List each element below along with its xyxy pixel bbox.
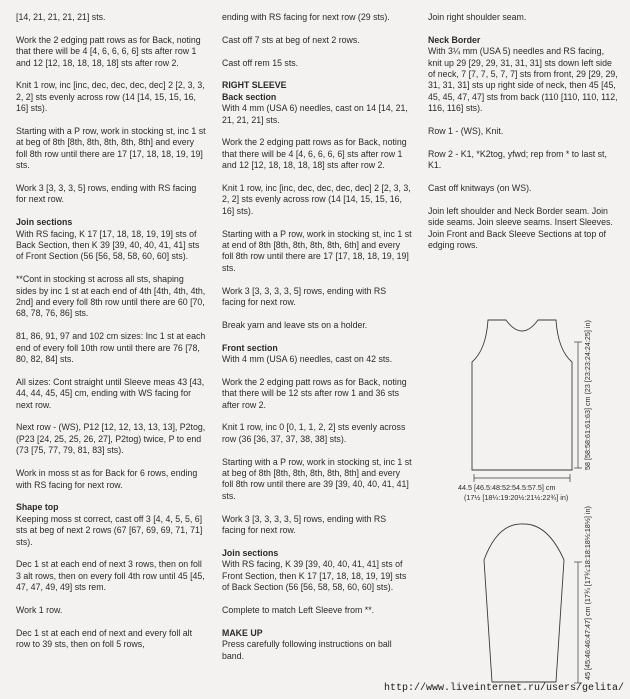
paragraph-text: With RS facing, K 17 [17, 18, 18, 19, 19] sts of Back Section, then K 39 [39, 40, 40, 41, 41] sts of Front Section (56 [56, 58, 58, 60, 60] sts). xyxy=(16,228,200,262)
paragraph-text: Dec 1 st at each end of next 3 rows, then on foll 3 alt rows, then on every foll 4th row until 45 [45, 47, 47, 49, 49] sts rem. xyxy=(16,559,205,593)
paragraph-text: With 4 mm (USA 6) needles, cast on 42 sts. xyxy=(222,354,393,365)
paragraph xyxy=(16,35,206,69)
paragraph xyxy=(16,628,206,651)
paragraph-text: Press carefully following instructions on ball band. xyxy=(222,639,392,661)
paragraph xyxy=(222,605,412,616)
paragraph-text: Starting with a P row, work in stocking st, inc 1 st at beg of 8th [8th, 8th, 8th, 8th, 8th] and every foll 8th row until there are 17 [17, 18, 18, 19, 19] sts. xyxy=(16,126,206,171)
paragraph xyxy=(16,217,206,263)
paragraph xyxy=(222,183,412,217)
body-width-label-cm: 44.5 [46.5:48:52:54.5:57.5] cm xyxy=(458,483,556,492)
paragraph-text: Work 3 [3, 3, 3, 5] rows, ending with RS facing for next row. xyxy=(16,183,197,205)
paragraph-text: 81, 86, 91, 97 and 102 cm sizes: Inc 1 st at each end of every foll 10th row until there are 76 [78, 80, 82, 84] sts. xyxy=(16,331,206,365)
paragraph xyxy=(222,58,412,69)
paragraph xyxy=(222,320,412,331)
paragraph xyxy=(222,514,412,537)
paragraph-text: Starting with a P row, work in stocking st, inc 1 st at beg of 8th [8th, 8th, 8th, 8th, 8th] and every foll 8th row until there are 39 [39, 40, 40, 41, 41] sts. xyxy=(222,456,412,501)
paragraph xyxy=(222,457,412,503)
body-width-label-in: (17½ [18¼:19:20½:21½:22¾] in) xyxy=(464,493,569,502)
paragraph xyxy=(16,126,206,172)
section-heading: Join sections xyxy=(222,547,279,558)
paragraph-text: Work the 2 edging patt rows as for Back, noting that there will be 4 [4, 6, 6, 6, 6] sts after row 1 and 12 [12, 18, 18, 18, 18] sts after row 2. xyxy=(222,137,407,171)
section-heading: RIGHT SLEEVE xyxy=(222,80,287,91)
paragraph-text: Join left shoulder and Neck Border seam. Join side seams. Join sleeve seams. Insert Sleeves. Join Front and Back Sleeve Sections at top of edging rows. xyxy=(428,205,613,251)
paragraph-text: Next row - (WS), P12 [12, 12, 13, 13, 13], P2tog, (P23 [24, 25, 25, 26, 27], P2tog) twice, P to end (73 [75, 77, 79, 81, 83] sts). xyxy=(16,422,206,456)
paragraph xyxy=(222,343,412,366)
paragraph xyxy=(428,126,618,137)
paragraph xyxy=(222,12,412,23)
paragraph-text: With 4 mm (USA 6) needles, cast on 14 [14, 21, 21, 21, 21] sts. xyxy=(222,103,408,125)
paragraph xyxy=(16,559,206,593)
paragraph-text: Knit 1 row, inc 0 [0, 1, 1, 2, 2] sts evenly across row (36 [36, 37, 37, 38, 38] sts). xyxy=(222,422,406,444)
paragraph-text: Row 1 - (WS), Knit. xyxy=(428,126,504,137)
paragraph-text: Work in moss st as for Back for 6 rows, ending with RS facing for next row. xyxy=(16,468,198,490)
paragraph xyxy=(222,377,412,411)
paragraph-text: **Cont in stocking st across all sts, shaping sides by inc 1 st at each end of 4th [4th, 4th, 4th, 2nd] and every foll 8th row until there are 60 [70, 68, 78, 76, 86] sts. xyxy=(16,274,206,319)
paragraph-text: [14, 21, 21, 21, 21] sts. xyxy=(16,12,106,22)
paragraph xyxy=(428,35,618,115)
paragraph-text: Work the 2 edging patt rows as for Back, noting that there will be 12 sts after row 1 and 36 sts after row 2. xyxy=(222,376,407,410)
section-heading: Shape top xyxy=(16,502,59,513)
paragraph xyxy=(428,149,618,172)
section-heading: MAKE UP xyxy=(222,627,263,638)
paragraph xyxy=(222,548,412,594)
paragraph-text: Knit 1 row, inc [inc, dec, dec, dec, dec] 2 [2, 3, 3, 2, 2] sts evenly across row (14 [14, 15, 15, 16, 16] sts). xyxy=(222,183,411,216)
watermark-url: http://www.liveinternet.ru/users/gelita/ xyxy=(384,683,625,694)
paragraph xyxy=(16,183,206,206)
text-column-3 xyxy=(428,12,618,263)
sleeve-length-label: 45 [45:46:46:47:47] cm (17¾ [17¾:18:18:18½:18½] in) xyxy=(583,506,592,680)
text-column-1 xyxy=(16,12,206,662)
sleeve-schematic xyxy=(476,520,576,688)
paragraph-text: Dec 1 st at each end of next and every foll alt row to 39 sts, then on foll 5 rows, xyxy=(16,627,193,650)
paragraph-text: All sizes: Cont straight until Sleeve meas 43 [43, 44, 44, 45, 45] cm, ending with WS facing for next row. xyxy=(16,376,205,410)
paragraph-text: Work 3 [3, 3, 3, 3, 5] rows, ending with RS facing for next row. xyxy=(222,513,387,536)
paragraph xyxy=(222,137,412,171)
paragraph xyxy=(222,35,412,46)
body-schematic xyxy=(462,316,582,476)
paragraph-text: Keeping moss st correct, cast off 3 [4, 4, 5, 5, 6] sts at beg of next 2 rows (67 [67, 69, 69, 71, 71] sts). xyxy=(16,513,203,547)
paragraph-text: Complete to match Left Sleeve from **. xyxy=(222,604,375,615)
paragraph xyxy=(428,183,618,194)
paragraph xyxy=(428,206,618,252)
subsection-heading: Back section xyxy=(222,91,277,102)
paragraph xyxy=(16,274,206,320)
paragraph xyxy=(222,422,412,445)
body-height-label: 58 [58:58:61:61:63] cm (23 [23:23:24:24:25] in) xyxy=(583,320,592,470)
section-heading: Front section xyxy=(222,342,278,353)
paragraph-text: Knit 1 row, inc [inc, dec, dec, dec, dec] 2 [2, 3, 3, 2, 2] sts evenly across row (14 [14, 15, 15, 16, 16] sts). xyxy=(16,80,205,114)
paragraph xyxy=(16,80,206,114)
paragraph xyxy=(16,468,206,491)
text-column-2 xyxy=(222,12,412,673)
paragraph-text: Work the 2 edging patt rows as for Back, noting that there will be 4 [4, 6, 6, 6, 6] sts after row 1 and 12 [12, 18, 18, 18, 18] sts after row 2. xyxy=(16,34,201,68)
paragraph xyxy=(428,12,618,23)
paragraph-text: With 3¼ mm (USA 5) needles and RS facing, knit up 29 [29, 29, 31, 31, 31] sts down left side of neck, 7 [7, 7, 5, 7, 7] sts from front, 29 [29, 29, 31, 31, 31] sts up right side of neck, then 45 [45, 45, 45, 47, 47] sts from back (110 [110, 110, 112, 116, 116] sts). xyxy=(428,46,618,114)
paragraph xyxy=(16,422,206,456)
paragraph-text: Cast off rem 15 sts. xyxy=(222,57,299,68)
paragraph-text: Work 1 row. xyxy=(16,604,63,615)
paragraph xyxy=(16,605,206,616)
section-heading: Join sections xyxy=(16,217,73,228)
paragraph xyxy=(16,331,206,365)
paragraph-text: Join right shoulder seam. xyxy=(428,12,527,22)
paragraph-text: ending with RS facing for next row (29 sts). xyxy=(222,12,390,22)
body-width-dimension xyxy=(472,474,572,482)
paragraph-text: Cast off 7 sts at beg of next 2 rows. xyxy=(222,34,360,45)
paragraph-text: Row 2 - K1, *K2tog, yfwd; rep from * to last st, K1. xyxy=(428,148,607,171)
paragraph xyxy=(222,229,412,275)
paragraph xyxy=(222,286,412,309)
paragraph-text: Break yarn and leave sts on a holder. xyxy=(222,319,368,330)
paragraph-text: Work 3 [3, 3, 3, 3, 5] rows, ending with RS facing for next row. xyxy=(222,285,387,308)
paragraph-text: Cast off knitways (on WS). xyxy=(428,183,532,194)
paragraph xyxy=(222,628,412,662)
paragraph-text: With RS facing, K 39 [39, 40, 40, 41, 41] sts of Front Section, then K 17 [17, 18, 18, 19, 19] sts of Back Section (56 [56, 58, 58, 60, 60] sts). xyxy=(222,559,407,593)
paragraph xyxy=(222,80,412,126)
paragraph-text: Starting with a P row, work in stocking st, inc 1 st at end of 8th [8th, 8th, 8th, 8th, 6th] and every foll 8th row until there are 17 [17, 18, 18, 19, 19] sts. xyxy=(222,228,412,273)
paragraph xyxy=(16,12,206,23)
paragraph xyxy=(16,377,206,411)
section-heading: Neck Border xyxy=(428,34,481,45)
paragraph xyxy=(16,502,206,548)
